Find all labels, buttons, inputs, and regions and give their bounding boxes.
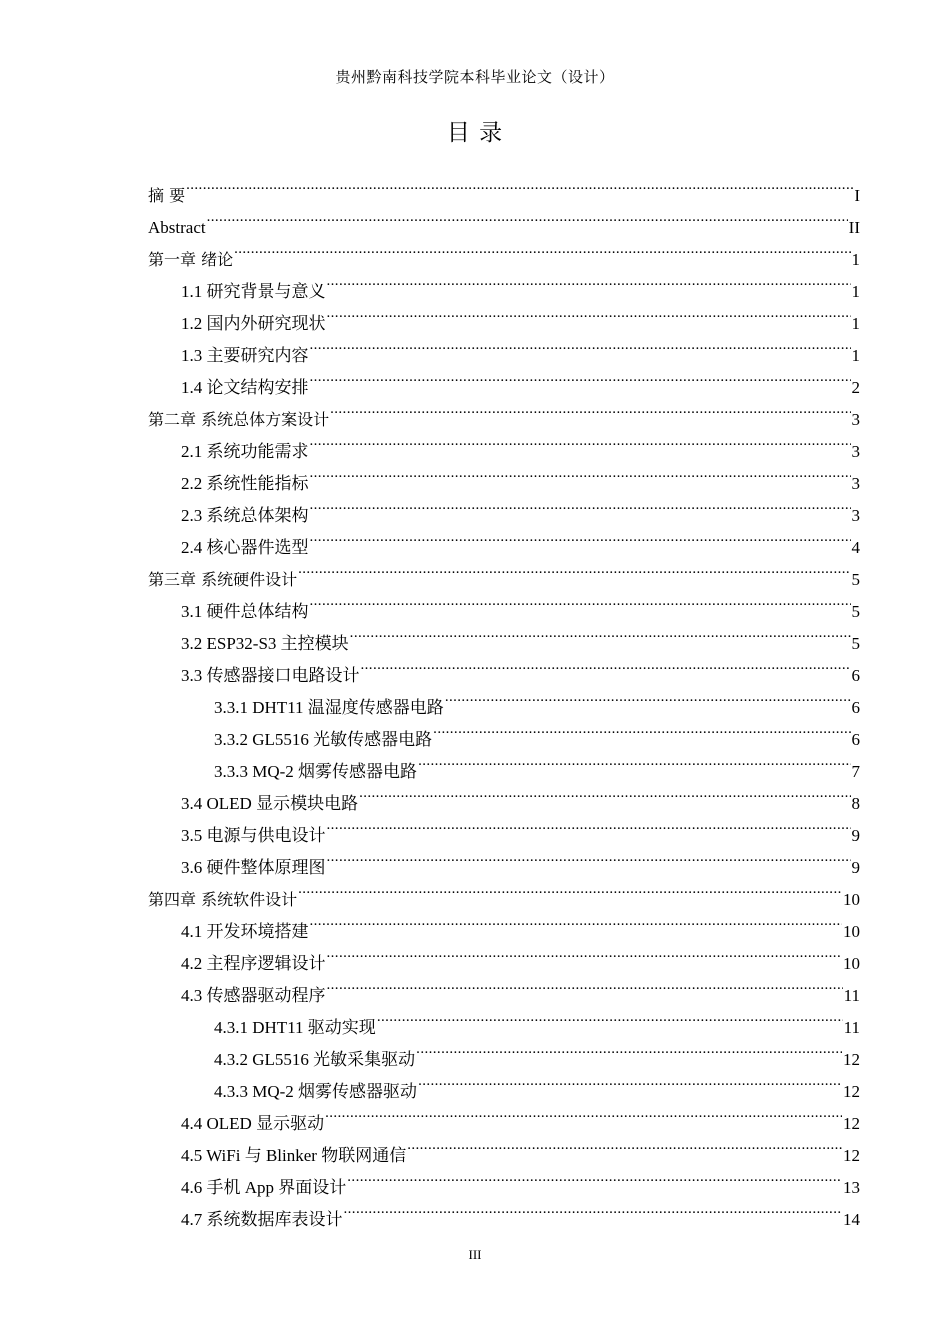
toc-entry-page: 12: [843, 1050, 860, 1069]
toc-entry-label: 3.6 硬件整体原理图: [181, 858, 326, 877]
toc-entry-label: 4.3.2 GL5516 光敏采集驱动: [214, 1050, 416, 1069]
toc-entry-page: 5: [851, 634, 860, 653]
toc-dot-leader: [310, 457, 851, 489]
toc-dot-leader: [350, 617, 851, 649]
table-of-contents: [148, 169, 860, 1229]
toc-entry-label: 2.3 系统总体架构: [181, 506, 309, 525]
toc-entry-label: 3.1 硬件总体结构: [181, 602, 309, 621]
toc-entry-page: 1: [851, 346, 860, 365]
toc-entry-page: I: [854, 186, 860, 205]
toc-entry-label: 4.2 主程序逻辑设计: [181, 954, 326, 973]
toc-entry-page: 10: [843, 922, 860, 941]
toc-entry-page: 10: [843, 890, 860, 909]
toc-entry-page: 12: [843, 1082, 860, 1101]
toc-entry-label: 3.3 传感器接口电路设计: [181, 666, 360, 685]
toc-entry-page: 3: [851, 474, 860, 493]
toc-entry-label: 4.4 OLED 显示驱动: [181, 1114, 325, 1133]
toc-dot-leader: [310, 425, 851, 457]
toc-dot-leader: [361, 649, 851, 681]
toc-dot-leader: [327, 969, 843, 1001]
toc-entry-label: 1.1 研究背景与意义: [181, 282, 326, 301]
toc-dot-leader: [377, 1001, 843, 1033]
toc-entry-label: 3.4 OLED 显示模块电路: [181, 794, 359, 813]
toc-entry-page: 12: [843, 1114, 860, 1133]
toc-entry-label: 第四章 系统软件设计: [148, 890, 298, 909]
toc-entry-page: 11: [843, 986, 860, 1005]
running-header: 贵州黔南科技学院本科毕业论文（设计）: [335, 70, 615, 86]
toc-entry-label: 2.2 系统性能指标: [181, 474, 309, 493]
toc-title: 目 录: [446, 120, 504, 146]
toc-entry-page: 11: [843, 1018, 860, 1037]
toc-dot-leader: [418, 1065, 842, 1097]
toc-entry-page: 14: [843, 1210, 860, 1229]
toc-entry[interactable]: [148, 169, 860, 205]
toc-entry-page: 5: [851, 602, 860, 621]
toc-entry-page: 1: [851, 250, 860, 269]
toc-entry-label: 4.3 传感器驱动程序: [181, 986, 326, 1005]
toc-dot-leader: [347, 1161, 842, 1193]
toc-dot-leader: [310, 361, 851, 393]
toc-dot-leader: [186, 169, 853, 201]
toc-entry-label: 3.3.2 GL5516 光敏传感器电路: [214, 730, 433, 749]
toc-entry-label: 2.4 核心器件选型: [181, 538, 309, 557]
toc-entry-page: 7: [851, 762, 860, 781]
toc-entry-page: 5: [851, 570, 860, 589]
toc-entry-page: 2: [851, 378, 860, 397]
toc-entry-page: 3: [851, 442, 860, 461]
toc-entry-label: 第三章 系统硬件设计: [148, 570, 298, 589]
toc-dot-leader: [327, 809, 851, 841]
toc-dot-leader: [327, 297, 851, 329]
toc-dot-leader: [298, 873, 842, 905]
toc-entry[interactable]: [148, 201, 860, 237]
toc-entry-label: 3.3.1 DHT11 温湿度传感器电路: [214, 698, 444, 717]
toc-entry-label: 摘 要: [148, 186, 186, 205]
toc-entry-label: Abstract: [148, 218, 206, 237]
toc-entry-page: 1: [851, 282, 860, 301]
toc-entry-label: 4.1 开发环境搭建: [181, 922, 309, 941]
toc-entry-page: 13: [843, 1178, 860, 1197]
toc-entry-label: 4.7 系统数据库表设计: [181, 1210, 343, 1229]
toc-dot-leader: [407, 1129, 842, 1161]
toc-entry[interactable]: [148, 233, 860, 269]
toc-dot-leader: [310, 489, 851, 521]
toc-entry-page: 9: [851, 858, 860, 877]
toc-entry-label: 2.1 系统功能需求: [181, 442, 309, 461]
toc-entry-page: 6: [851, 730, 860, 749]
toc-dot-leader: [207, 201, 848, 233]
toc-entry-label: 3.3.3 MQ-2 烟雾传感器电路: [214, 762, 418, 781]
toc-dot-leader: [310, 329, 851, 361]
toc-entry-label: 3.2 ESP32-S3 主控模块: [181, 634, 349, 653]
toc-dot-leader: [344, 1193, 843, 1225]
toc-entry-page: 6: [851, 666, 860, 685]
toc-entry-page: 6: [851, 698, 860, 717]
toc-entry[interactable]: [148, 265, 860, 301]
toc-entry-label: 1.4 论文结构安排: [181, 378, 309, 397]
toc-entry-label: 4.3.1 DHT11 驱动实现: [214, 1018, 376, 1037]
toc-dot-leader: [310, 905, 843, 937]
toc-dot-leader: [298, 553, 850, 585]
toc-dot-leader: [433, 713, 850, 745]
toc-dot-leader: [418, 745, 850, 777]
toc-entry-label: 第二章 系统总体方案设计: [148, 410, 330, 429]
toc-dot-leader: [327, 265, 851, 297]
toc-dot-leader: [359, 777, 850, 809]
toc-dot-leader: [445, 681, 851, 713]
toc-entry-label: 第一章 绪论: [148, 250, 234, 269]
toc-entry-label: 4.3.3 MQ-2 烟雾传感器驱动: [214, 1082, 418, 1101]
toc-entry-page: 8: [851, 794, 860, 813]
toc-entry-label: 4.6 手机 App 界面设计: [181, 1178, 347, 1197]
toc-dot-leader: [327, 841, 851, 873]
toc-entry-page: 9: [851, 826, 860, 845]
toc-entry-label: 1.3 主要研究内容: [181, 346, 309, 365]
toc-entry-label: 3.5 电源与供电设计: [181, 826, 326, 845]
toc-entry-page: 3: [851, 410, 860, 429]
toc-entry-page: II: [848, 218, 860, 237]
page-number: III: [468, 1247, 482, 1262]
toc-entry-page: 3: [851, 506, 860, 525]
toc-dot-leader: [234, 233, 850, 265]
toc-entry-page: 4: [851, 538, 860, 557]
toc-dot-leader: [330, 393, 850, 425]
toc-entry-page: 12: [843, 1146, 860, 1165]
toc-entry-page: 1: [851, 314, 860, 333]
toc-entry-label: 4.5 WiFi 与 Blinker 物联网通信: [181, 1146, 407, 1165]
toc-dot-leader: [310, 585, 851, 617]
toc-dot-leader: [327, 937, 843, 969]
toc-dot-leader: [325, 1097, 842, 1129]
toc-entry-label: 1.2 国内外研究现状: [181, 314, 326, 333]
toc-entry-page: 10: [843, 954, 860, 973]
toc-dot-leader: [310, 521, 851, 553]
toc-dot-leader: [416, 1033, 842, 1065]
